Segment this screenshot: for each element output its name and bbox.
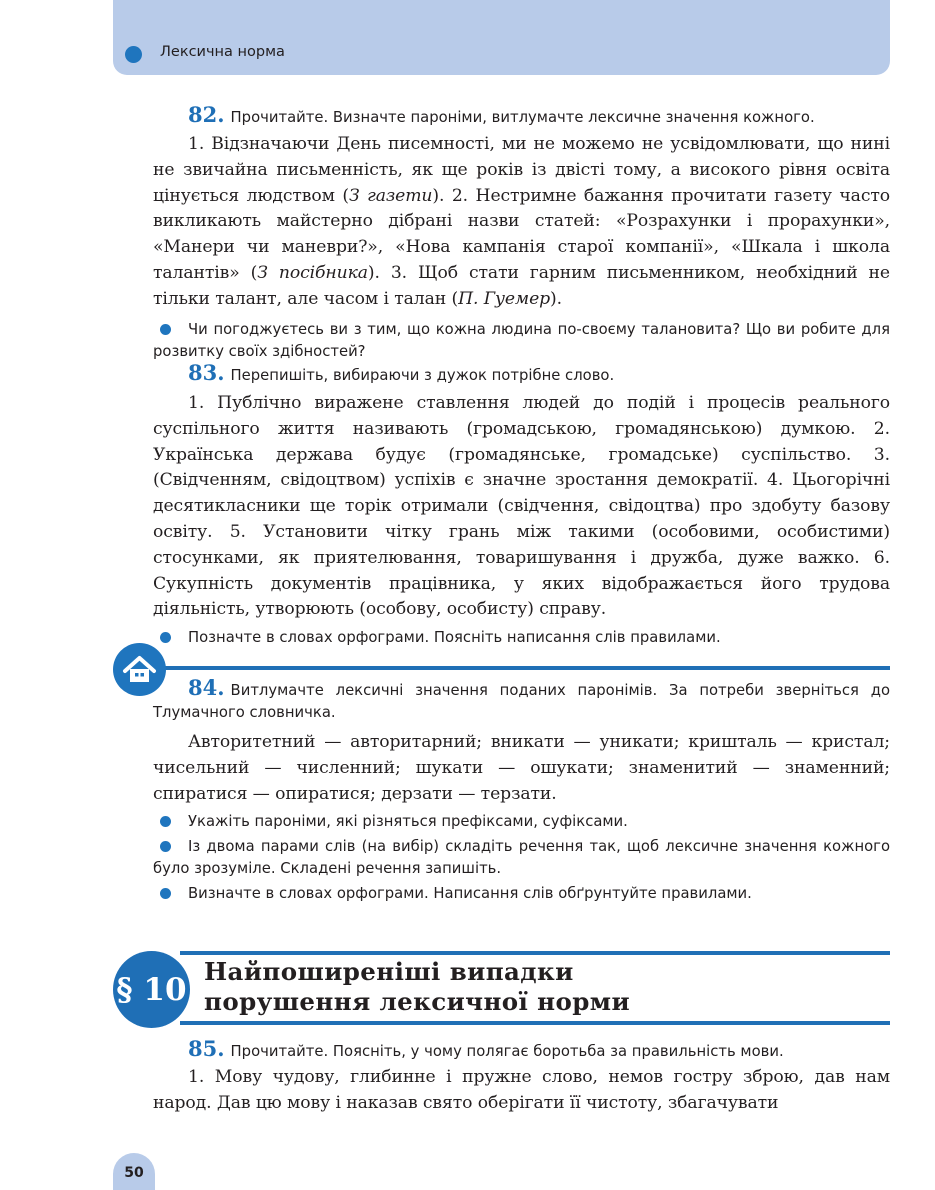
exercise-number: 83. [188, 360, 225, 385]
section-dot-icon [125, 46, 142, 63]
exercise-85-text: 1. Мову чудову, глибинне і пружне слово, немов гостру зброю, дав нам народ. Дав цю мову і наказав свято оберігати її чистоту, збагачувати [153, 1067, 890, 1113]
exercise-84-bullet-3 [153, 883, 890, 905]
section-title-line: Найпоширеніші випадки [204, 957, 574, 986]
section-title [204, 957, 630, 1017]
task-text: Перепишіть, вибираючи з дужок потрібне слово. [230, 367, 615, 384]
text-part: 1. Відзначаючи День писемності, ми не можемо не усвідомлювати, що нині не звичайна письменність, як ще років із двісті тому, а високого рівня освіта цінується людством ( [153, 134, 890, 206]
exercise-number: 84. [188, 675, 225, 700]
text-part: ). 3. Щоб стати гарним письменником, необхідний не тільки талант, але часом і талан ( [153, 262, 890, 309]
task-text: Витлумачте лексичні значення поданих паронімів. За потреби зверніться до Тлумачного словничка. [153, 682, 890, 721]
homework-divider [147, 666, 890, 670]
exercise-84-task [153, 677, 890, 724]
exercise-83-bullet [153, 627, 890, 649]
source-citation: З посібника [257, 262, 368, 283]
source-citation: З газети [349, 185, 433, 206]
exercise-85 [153, 1038, 890, 1117]
exercise-84 [153, 677, 890, 905]
section-title-line: порушення лексичної норми [204, 987, 631, 1016]
text-part: ). [550, 288, 563, 309]
exercise-number: 85. [188, 1036, 225, 1061]
section-number-badge: § 10 [113, 951, 190, 1028]
task-text: Прочитайте. Поясніть, у чому полягає боротьба за правильність мови. [230, 1043, 784, 1060]
exercise-85-task [153, 1038, 890, 1063]
source-citation: П. Гуемер [458, 288, 551, 309]
bullet-text: Укажіть пароніми, які різняться префіксами, суфіксами. [188, 813, 628, 831]
exercise-82 [153, 104, 890, 363]
exercise-82-text [153, 132, 890, 313]
exercise-number: 82. [188, 102, 225, 127]
bullet-text: Чи погоджуєтесь ви з тим, що кожна людина по-своєму талановита? Що ви робите для розвитку своїх здібностей? [153, 320, 890, 360]
exercise-84-text: Авторитетний — авторитарний; вникати — уникати; кришталь — кристал; чисельний — численний; шукати — ошукати; знаменитий — знаменний; спиратися — опиратися; дерзати — терзати. [153, 732, 890, 804]
section-name: Лексична норма [160, 44, 285, 60]
exercise-84-bullet-2 [153, 836, 890, 880]
exercise-84-bullet-1 [153, 811, 890, 833]
exercise-83-task [153, 362, 890, 387]
section-rule-bottom [180, 1021, 890, 1025]
text-part: ). 2. Нестримне бажання прочитати газету часто викликають майстерно дібрані назви статей: «Розрахунки і прорахунки», «Манери чи маневри?», «Нова кампанія старої компанії», «Шкала і школа талантів» ( [153, 185, 890, 283]
section-rule-top [180, 951, 890, 955]
exercise-82-bullet [153, 319, 890, 363]
exercise-83 [153, 362, 890, 649]
bullet-text: Визначте в словах орфограми. Написання слів обґрунтуйте правилами. [188, 885, 752, 903]
bullet-text: Позначте в словах орфограми. Поясніть написання слів правилами. [188, 629, 721, 647]
page-number: 50 [113, 1153, 155, 1190]
section-header-bar [113, 0, 890, 75]
exercise-82-task [153, 104, 890, 129]
exercise-83-text: 1. Публічно виражене ставлення людей до подій і процесів реального суспільного життя називають (громадською, громадянською) думкою. 2. Українська держава будує (громадянське, громадське) суспільство. 3. (Свідченням, свідоцтвом) успіхів є значне зростання демократії. 4. Цьогорічні десятикласники ще торік отримали (свідчення, свідоцтва) про здобуту базову освіту. 5. Установити чітку грань між такими (особовими, особистими) стосунками, як приятелювання, товаришування і дружба, дуже важко. 6. Сукупність документів працівника, у яких відображається його трудова діяльність, утворюють (особову, особисту) справу. [153, 393, 890, 620]
task-text: Прочитайте. Визначте пароніми, витлумачте лексичне значення кожного. [230, 109, 815, 126]
bullet-text: Із двома парами слів (на вибір) складіть речення так, щоб лексичне значення кожного було зрозуміле. Складені речення запишіть. [153, 838, 890, 878]
